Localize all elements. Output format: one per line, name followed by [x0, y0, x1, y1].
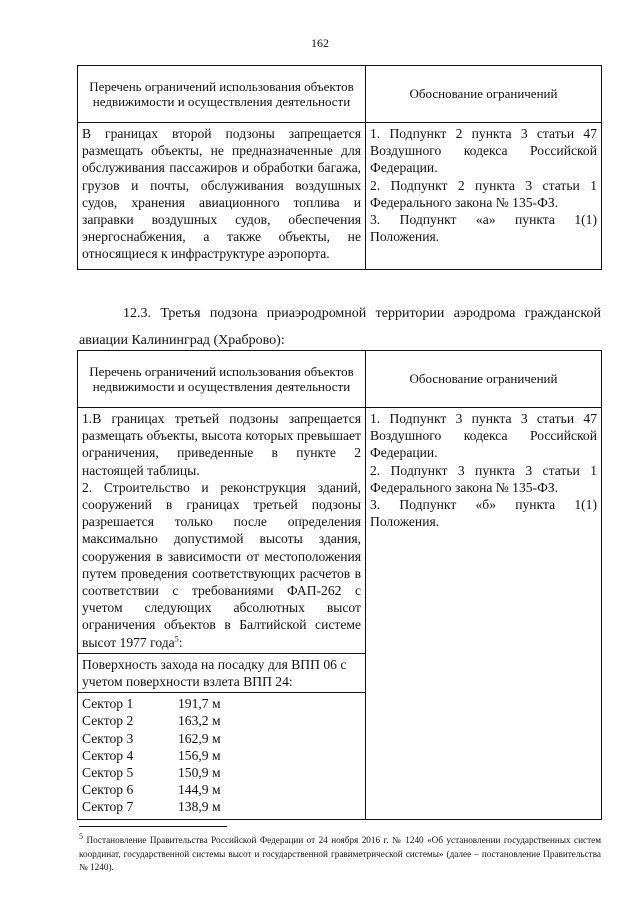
sector-value: 162,9 м — [178, 730, 221, 746]
sector-value: 156,9 м — [178, 747, 221, 763]
restriction-item: 1.В границах третьей подзоны запрещается размещать объекты, высота которых превышает ограничения, приведенные в пункте 2 настоящей таблицы. — [82, 411, 361, 478]
table-header-row — [78, 351, 602, 408]
header-restrictions: Перечень ограничений использования объектов недвижимости и осуществления деятельности — [78, 351, 366, 408]
list-item — [82, 747, 361, 764]
list-item — [82, 781, 361, 798]
sector-name: Сектор 2 — [82, 713, 134, 729]
restriction-text: В границах второй подзоны запрещается размещать объекты, не предназначенные для обслуживания пассажиров и обработки багажа, грузов и почты, обслуживания воздушных судов, хранения авиационного топлива и заправки воздушных судов, обеспечения энергоснабжения, а также объекты, не относящиеся к инфраструктуре аэропорта. — [78, 123, 366, 270]
section-heading — [79, 300, 601, 354]
section-heading-text: 12.3. Третья подзона приаэродромной территории аэродрома гражданской авиации Калининград (Храброво): — [79, 306, 601, 348]
justification-item: 3. Подпункт «а» пункта 1(1) Положения. — [370, 212, 597, 245]
sector-list — [82, 695, 361, 815]
footnote-text: Постановление Правительства Российской Федерации от 24 ноября 2016 г. № 1240 «Об установлении государственных систем координат, государственной системы высот и государственной гравиметрической системы» (далее – постановление Правительства № 1240). — [79, 835, 602, 872]
header-justification: Обоснование ограничений — [366, 351, 602, 408]
sector-name: Сектор 7 — [82, 799, 134, 815]
justification-item: 1. Подпункт 3 пункта 3 статьи 47 Воздушного кодекса Российской Федерации. — [370, 411, 597, 461]
justification-cell — [366, 123, 602, 270]
restriction-item-end: : — [178, 634, 183, 650]
sector-value: 191,7 м — [178, 696, 221, 712]
restrictions-table-zone2 — [77, 65, 602, 270]
restriction-item-text: 2. Строительство и реконструкция зданий, сооружений в границах третьей подзоны разрешается только после определения максимально допустимой высоты здания, сооружения в зависимости от местоположения путем проведения соответствующих расчетов в соответствии с требованиями ФАП-262 с учетом следующих абсолютных высот ограничения объектов в Балтийской системе высот 1977 года — [82, 479, 361, 650]
footnote-mark: 5 — [79, 831, 83, 841]
sector-name: Сектор 6 — [82, 782, 134, 798]
sector-name: Сектор 5 — [82, 765, 134, 780]
list-item — [82, 695, 361, 712]
sector-name: Сектор 4 — [82, 747, 134, 763]
list-item — [82, 764, 361, 781]
sector-value: 163,2 м — [178, 713, 221, 729]
footnote — [79, 831, 602, 875]
footnote-divider — [79, 826, 227, 827]
sector-value: 150,9 м — [178, 765, 221, 780]
table-row — [78, 123, 602, 270]
sector-name: Сектор 3 — [82, 730, 134, 746]
restriction-item — [82, 479, 361, 651]
list-item — [82, 730, 361, 747]
justification-item: 2. Подпункт 2 пункта 3 статьи 1 Федерального закона № 135-ФЗ. — [370, 177, 597, 210]
sectors-cell — [78, 693, 366, 820]
justification-item: 1. Подпункт 2 пункта 3 статьи 47 Воздушного кодекса Российской Федерации. — [370, 126, 597, 176]
header-restrictions: Перечень ограничений использования объектов недвижимости и осуществления деятельности — [78, 66, 366, 123]
restriction-cell — [78, 408, 366, 654]
sector-name: Сектор 1 — [82, 696, 134, 712]
sector-value: 144,9 м — [178, 782, 221, 798]
restrictions-table-zone3 — [77, 350, 602, 820]
justification-cell — [366, 408, 602, 820]
header-justification: Обоснование ограничений — [366, 66, 602, 123]
table-row — [78, 408, 602, 654]
list-item — [82, 712, 361, 729]
justification-item: 3. Подпункт «б» пункта 1(1) Положения. — [370, 497, 597, 530]
table-header-row — [78, 66, 602, 123]
justification-item: 2. Подпункт 3 пункта 3 статьи 1 Федерального закона № 135-ФЗ. — [370, 462, 597, 495]
list-item — [82, 798, 361, 815]
page-number: 162 — [311, 36, 329, 50]
surface-label: Поверхность захода на посадку для ВПП 06 с учетом поверхности взлета ВПП 24: — [78, 653, 366, 692]
sector-value: 138,9 м — [178, 799, 221, 815]
footnote-reference: 5 — [174, 634, 179, 644]
